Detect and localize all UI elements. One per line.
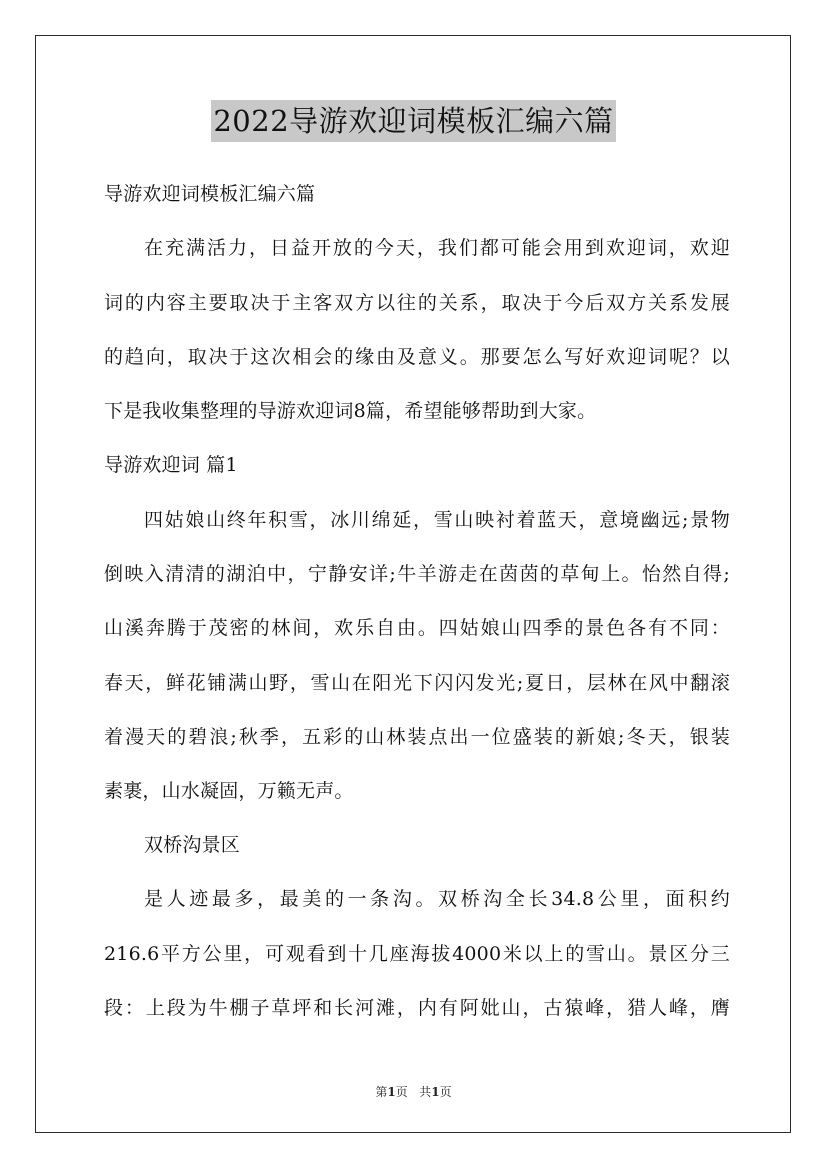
paragraph-line: 春天，鲜花铺满山野，雪山在阳光下闪闪发光;夏日，层林在风中翻滚	[104, 672, 730, 694]
paragraph-line: 216.6平方公里，可观看到十几座海拔4000米以上的雪山。景区分三	[104, 943, 730, 965]
page-number-total: 1	[431, 1085, 440, 1099]
page-number-suffix: 页	[439, 1085, 452, 1099]
paragraph-line: 词的内容主要取决于主客双方以往的关系，取决于今后双方关系发展	[104, 292, 730, 314]
page-number-mid: 页 共	[395, 1085, 432, 1099]
title-container	[0, 100, 827, 142]
page-footer	[0, 1084, 827, 1100]
document-title: 2022导游欢迎词模板汇编六篇	[211, 100, 615, 142]
page-number-prefix: 第	[375, 1085, 388, 1099]
paragraph-line: 四姑娘山终年积雪，冰川绵延，雪山映衬着蓝天，意境幽远;景物	[144, 509, 730, 531]
subsection-heading: 双桥沟景区	[144, 834, 241, 856]
paragraph-line: 素裹，山水凝固，万籁无声。	[104, 780, 354, 802]
paragraph-line: 是人迹最多，最美的一条沟。双桥沟全长34.8公里，面积约	[144, 888, 730, 910]
paragraph-line: 山溪奔腾于茂密的林间，欢乐自由。四姑娘山四季的景色各有不同：	[104, 617, 730, 639]
paragraph-line: 下是我收集整理的导游欢迎词8篇，希望能够帮助到大家。	[104, 400, 597, 422]
paragraph-line: 着漫天的碧浪;秋季，五彩的山林装点出一位盛装的新娘;冬天，银装	[104, 726, 730, 748]
paragraph-line: 倒映入清清的湖泊中，宁静安详;牛羊游走在茵茵的草甸上。怡然自得;	[104, 563, 730, 585]
document-subtitle: 导游欢迎词模板汇编六篇	[104, 183, 316, 205]
paragraph-line: 的趋向，取决于这次相会的缘由及意义。那要怎么写好欢迎词呢？以	[104, 346, 730, 368]
paragraph-line: 在充满活力，日益开放的今天，我们都可能会用到欢迎词，欢迎	[144, 237, 730, 259]
page-number-current: 1	[387, 1085, 396, 1099]
section-heading: 导游欢迎词 篇1	[104, 454, 238, 476]
paragraph-line: 段：上段为牛棚子草坪和长河滩，内有阿妣山，古猿峰，猎人峰，膺	[104, 997, 730, 1019]
